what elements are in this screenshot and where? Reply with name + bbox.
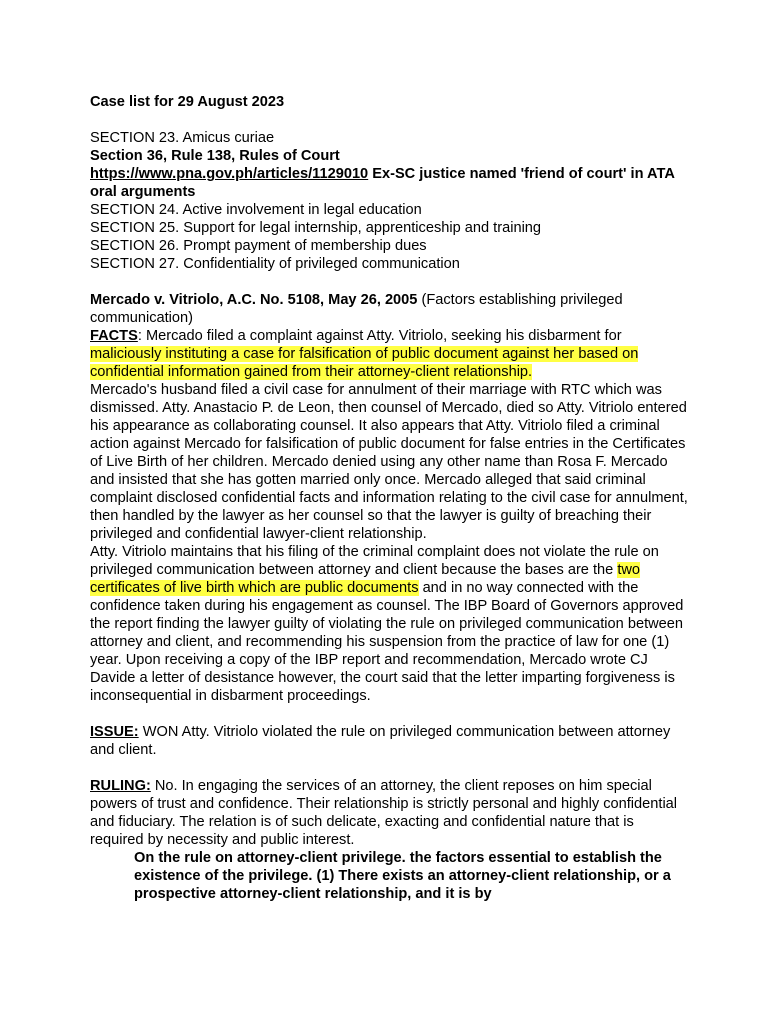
document-body (90, 93, 690, 903)
section-24: SECTION 24. Active involvement in legal education (90, 202, 422, 218)
section-23-news (90, 165, 690, 201)
section-23-reference: Section 36, Rule 138, Rules of Court (90, 148, 340, 164)
news-link-title: Ex-SC justice named 'friend of court' in ATA oral arguments (90, 166, 675, 200)
case-title: Mercado v. Vitriolo, A.C. No. 5108, May 26, 2005 (90, 292, 418, 308)
facts-paragraph-2: Mercado's husband filed a civil case for annulment of their marriage with RTC which was dismissed. Atty. Anastacio P. de Leon, then counsel of Mercado, died so Atty. Vitriolo entered his appearance as collaborating counsel. It also appears that Atty. Vitriolo filed a criminal action against Mercado for falsification of public document for false entries in the Certificates of Live Birth of her children. Mercado denied using any other name than Rosa F. Mercado and insisted that she has gotten married only once. Mercado alleged that said criminal complaint disclosed confidential facts and information relating to the civil case for annulment, then handled by the lawyer as her counsel so that the lawyer is guilty of breaching their privileged and confidential lawyer-client relationship. (90, 382, 688, 542)
facts-intro: : Mercado filed a complaint against Atty. Vitriolo, seeking his disbarment for (137, 328, 622, 344)
facts-p3-highlight: two certificates of live birth which are public documents (90, 562, 641, 596)
facts-label: FACTS (90, 328, 138, 344)
facts-p3-start: Atty. Vitriolo maintains that his filing of the criminal complaint does not violate the rule on privileged communication between attorney and client because the bases are the (90, 544, 659, 578)
ruling-bold-paragraph: On the rule on attorney-client privilege. the factors essential to establish the existence of the privilege. (1) There exists an attorney-client relationship, or a prospective attorney-client relationship, and it is by (134, 850, 671, 902)
issue-label: ISSUE: (90, 724, 139, 740)
issue-paragraph (90, 723, 690, 759)
section-25: SECTION 25. Support for legal internship, apprenticeship and training (90, 220, 542, 236)
ruling-paragraph (90, 777, 690, 849)
section-23: SECTION 23. Amicus curiae (90, 130, 275, 146)
case-subtitle: (Factors establishing privileged communication) (90, 292, 623, 326)
ruling-label: RULING: (90, 778, 151, 794)
issue-text: WON Atty. Vitriolo violated the rule on privileged communication between attorney and client. (90, 724, 671, 758)
case-heading (90, 291, 690, 327)
facts-paragraph-3 (90, 543, 690, 705)
facts-p3-end: and in no way connected with the confidence taken during his engagement as counsel. The IBP Board of Governors approved the report finding the lawyer guilty of violating the rule on privileged communication between attorney and client, and recommending his suspension from the practice of law for one (1) year. Upon receiving a copy of the IBP report and recommendation, Mercado wrote CJ Davide a letter of desistance however, the court said that the letter imparting forgiveness is inconsequential in disbarment proceedings. (90, 580, 684, 704)
news-link[interactable]: https://www.pna.gov.ph/articles/1129010 (90, 166, 369, 182)
facts-highlight: maliciously instituting a case for falsification of public document against her based on confidential information gained from their attorney-client relationship. (90, 346, 639, 380)
document-title: Case list for 29 August 2023 (90, 94, 285, 110)
ruling-text: No. In engaging the services of an attorney, the client reposes on him special powers of trust and confidence. Their relationship is strictly personal and highly confidential and fiduciary. The relation is of such delicate, exacting and confidential nature that is required by necessity and public interest. (90, 778, 678, 848)
section-27: SECTION 27. Confidentiality of privileged communication (90, 256, 460, 272)
facts-paragraph (90, 327, 690, 381)
section-26: SECTION 26. Prompt payment of membership dues (90, 238, 427, 254)
